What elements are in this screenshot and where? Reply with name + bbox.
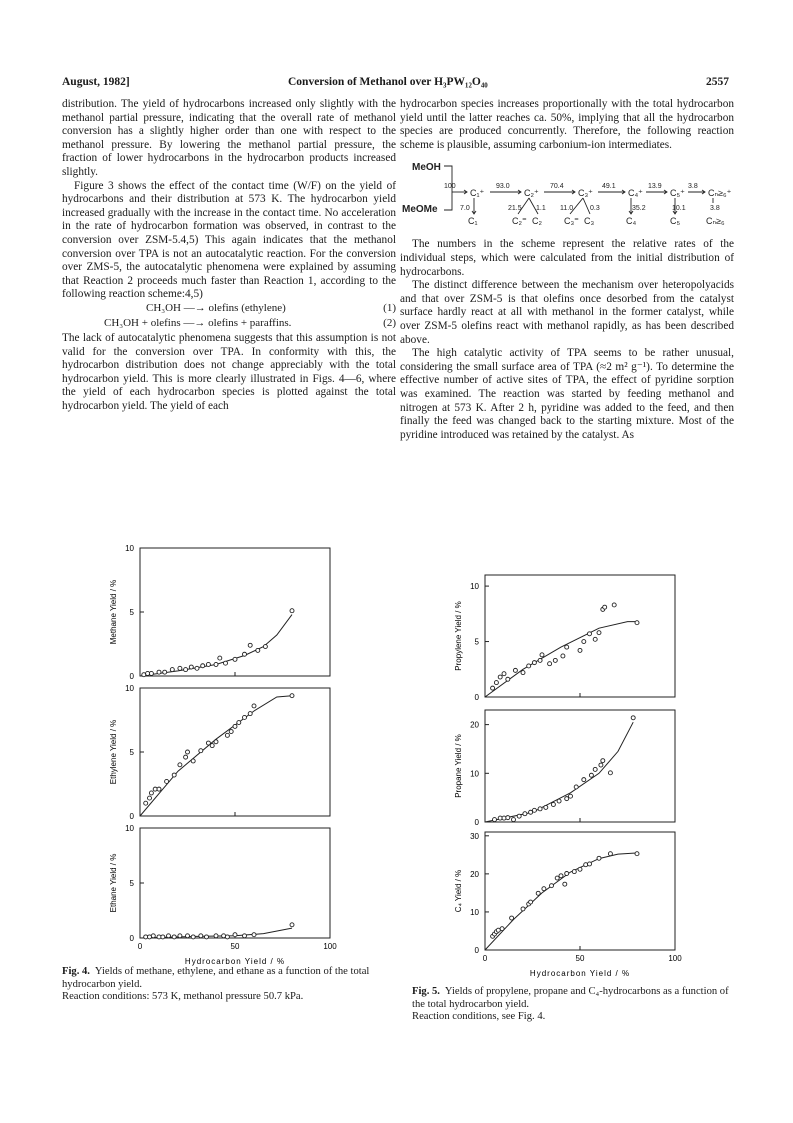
data-point bbox=[500, 927, 504, 931]
y-tick-label: 10 bbox=[125, 544, 134, 553]
data-point bbox=[163, 670, 167, 674]
data-point bbox=[206, 741, 210, 745]
x-tick-label: 0 bbox=[137, 942, 143, 951]
scheme-product: C₃⁼ bbox=[564, 216, 579, 227]
scheme-product: C₅ bbox=[670, 216, 681, 227]
data-point bbox=[167, 934, 171, 938]
data-point bbox=[224, 661, 228, 665]
data-point bbox=[498, 675, 502, 679]
scheme-c5p: C₅⁺ bbox=[670, 188, 685, 199]
data-point bbox=[555, 876, 559, 880]
data-point bbox=[149, 671, 153, 675]
data-point bbox=[523, 812, 527, 816]
data-point bbox=[233, 933, 237, 937]
y-tick-label: 20 bbox=[470, 869, 479, 879]
data-point bbox=[582, 640, 586, 644]
paragraph: The distinct difference between the mechanism over heteropolyacids and that over ZSM-5 is that olefins once desorbed from the catalyst surface hardly react at all with methanol in the former catalyst, while over ZSM-5 olefins react with methanol rapidly, as has been described above. bbox=[400, 279, 734, 346]
scheme-product: C₂⁼ bbox=[512, 216, 527, 227]
data-point bbox=[578, 648, 582, 652]
data-point bbox=[491, 686, 495, 690]
data-point bbox=[569, 794, 573, 798]
y-tick-label: 10 bbox=[125, 824, 134, 833]
scheme-product: Cₙ≥₆ bbox=[706, 216, 725, 227]
data-point bbox=[597, 856, 601, 860]
data-point bbox=[252, 704, 256, 708]
equation-text: CH₃OH + olefins —→ olefins + paraffins. bbox=[104, 316, 292, 329]
data-point bbox=[151, 934, 155, 938]
plot-frame bbox=[140, 688, 330, 816]
data-point bbox=[538, 807, 542, 811]
left-column bbox=[62, 98, 396, 413]
scheme-rate: 11.0 bbox=[560, 205, 574, 213]
data-point bbox=[225, 733, 229, 737]
data-point bbox=[256, 648, 260, 652]
data-point bbox=[542, 887, 546, 891]
data-point bbox=[572, 870, 576, 874]
data-point bbox=[593, 637, 597, 641]
data-point bbox=[608, 771, 612, 775]
plot-frame bbox=[140, 828, 330, 938]
scheme-rate: 1.1 bbox=[536, 205, 546, 213]
caption-conditions: Reaction conditions, see Fig. 4. bbox=[412, 1011, 546, 1023]
data-point bbox=[191, 759, 195, 763]
scheme-c4p: C₄⁺ bbox=[628, 188, 643, 199]
data-point bbox=[588, 632, 592, 636]
scheme-rate: 49.1 bbox=[602, 183, 616, 191]
scheme-rate: 13.9 bbox=[648, 183, 662, 191]
data-point bbox=[551, 802, 555, 806]
scheme-rate: 35.2 bbox=[632, 205, 646, 213]
data-point bbox=[510, 916, 514, 920]
figure-5 bbox=[425, 550, 725, 978]
scheme-rate: 7.0 bbox=[460, 205, 470, 213]
data-point bbox=[517, 814, 521, 818]
data-point bbox=[512, 818, 516, 822]
plot-frame bbox=[140, 548, 330, 676]
x-axis-label: Hydrocarbon Yield / % bbox=[184, 957, 286, 966]
data-point bbox=[186, 934, 190, 938]
figure-4 bbox=[80, 538, 380, 966]
data-point bbox=[233, 724, 237, 728]
header-date: August, 1982] bbox=[62, 76, 130, 88]
data-point bbox=[225, 935, 229, 939]
data-point bbox=[248, 712, 252, 716]
fit-curve bbox=[485, 853, 637, 950]
paragraph: The numbers in the scheme represent the relative rates of the individual steps, which were calculated from the initial distribution of hydrocarbons. bbox=[400, 238, 734, 278]
data-point bbox=[578, 867, 582, 871]
x-tick-label: 100 bbox=[323, 942, 337, 951]
data-point bbox=[144, 801, 148, 805]
scheme-rate: 21.5 bbox=[508, 205, 522, 213]
data-point bbox=[493, 818, 497, 822]
figure-5-caption bbox=[412, 986, 732, 1024]
data-point bbox=[532, 808, 536, 812]
data-point bbox=[218, 656, 222, 660]
data-point bbox=[199, 749, 203, 753]
data-point bbox=[582, 778, 586, 782]
x-tick-label: 0 bbox=[482, 954, 488, 963]
data-point bbox=[635, 621, 639, 625]
data-point bbox=[186, 750, 190, 754]
data-point bbox=[210, 744, 214, 748]
data-point bbox=[565, 645, 569, 649]
data-point bbox=[165, 779, 169, 783]
y-tick-label: 0 bbox=[129, 934, 134, 943]
caption-label: Fig. 4. bbox=[62, 966, 90, 977]
data-point bbox=[157, 787, 161, 791]
data-point bbox=[563, 882, 567, 886]
plot-frame bbox=[485, 832, 675, 950]
data-point bbox=[506, 677, 510, 681]
data-point bbox=[544, 805, 548, 809]
y-tick-label: 10 bbox=[470, 907, 479, 917]
y-tick-label: 0 bbox=[129, 672, 134, 681]
data-point bbox=[248, 643, 252, 647]
data-point bbox=[206, 662, 210, 666]
data-point bbox=[529, 810, 533, 814]
data-point bbox=[506, 816, 510, 820]
figure-4-caption bbox=[62, 966, 382, 1004]
y-axis-label: Methane Yield / % bbox=[109, 579, 118, 645]
scheme-rate: 10.1 bbox=[672, 205, 686, 213]
data-point bbox=[214, 934, 218, 938]
data-point bbox=[529, 900, 533, 904]
data-point bbox=[199, 934, 203, 938]
scheme-rate: 100 bbox=[444, 183, 456, 191]
data-point bbox=[574, 785, 578, 789]
data-point bbox=[513, 668, 517, 672]
right-column bbox=[400, 98, 734, 442]
equation-number: (2) bbox=[383, 316, 396, 329]
data-point bbox=[243, 934, 247, 938]
reaction-scheme bbox=[400, 156, 734, 232]
equation-text: CH₃OH —→ olefins (ethylene) bbox=[146, 301, 286, 314]
data-point bbox=[548, 662, 552, 666]
y-tick-label: 5 bbox=[474, 637, 479, 647]
data-point bbox=[601, 759, 605, 763]
data-point bbox=[536, 891, 540, 895]
plot-frame bbox=[485, 710, 675, 822]
y-tick-label: 10 bbox=[470, 582, 479, 592]
paragraph: The lack of autocatalytic phenomena suggests that this assumption is not valid for the conversion over TPA. In conformity with this, the hydrocarbon distribution does not change appreciably with the total hydrocarbon yield. This is more clearly illustrated in Figs. 4—6, where the yield of each hydrocarbon species is plotted against the total hydrocarbon yield. The yield of each bbox=[62, 331, 396, 412]
y-tick-label: 0 bbox=[129, 812, 134, 821]
data-point bbox=[565, 871, 569, 875]
data-point bbox=[148, 796, 152, 800]
data-point bbox=[538, 658, 542, 662]
y-tick-label: 5 bbox=[129, 748, 134, 757]
x-tick-label: 50 bbox=[230, 942, 240, 951]
data-point bbox=[635, 852, 639, 856]
data-point bbox=[603, 605, 607, 609]
scheme-rate: 3.8 bbox=[688, 183, 698, 191]
y-axis-label: Ethane Yield / % bbox=[109, 853, 118, 913]
data-point bbox=[201, 664, 205, 668]
data-point bbox=[205, 935, 209, 939]
scheme-rate: 3.8 bbox=[710, 205, 720, 213]
equation-2 bbox=[62, 317, 396, 332]
scheme-meome: MeOMe bbox=[402, 204, 438, 216]
fit-curve bbox=[485, 622, 637, 697]
data-point bbox=[184, 755, 188, 759]
header-page: 2557 bbox=[706, 76, 729, 88]
data-point bbox=[214, 740, 218, 744]
y-tick-label: 10 bbox=[470, 769, 479, 779]
data-point bbox=[178, 934, 182, 938]
paragraph: The high catalytic activity of TPA seems to be rather unusual, considering the small surface area of TPA (≈2 m² g⁻¹). To determine the effective number of active sites of TPA, the effect of pyridine sorption was examined. The reaction was started by feeding methanol and nitrogen at 573 K. After 2 h, pyridine was added to the feed, and then finally the feed was changed back to the starting mixture. Most of the pyridine introduced was retained by the catalyst. As bbox=[400, 347, 734, 441]
data-point bbox=[237, 721, 241, 725]
data-point bbox=[184, 668, 188, 672]
equation-number: (1) bbox=[383, 301, 396, 314]
paragraph: distribution. The yield of hydrocarbons increased only slightly with the methanol partial pressure, indicating that the overall rate of methanol conversion has a slightly higher order than one with respect to the methanol pressure. By lowering the methanol partial pressure, the fraction of lower hydrocarbons in the hydrocarbon products increased slightly. bbox=[62, 98, 396, 178]
data-point bbox=[527, 664, 531, 668]
y-axis-label: Propylene Yield / % bbox=[454, 601, 463, 671]
data-point bbox=[191, 935, 195, 939]
data-point bbox=[178, 763, 182, 767]
data-point bbox=[584, 863, 588, 867]
data-point bbox=[233, 657, 237, 661]
data-point bbox=[540, 653, 544, 657]
data-point bbox=[550, 884, 554, 888]
data-point bbox=[559, 874, 563, 878]
data-point bbox=[599, 763, 603, 767]
data-point bbox=[589, 773, 593, 777]
data-point bbox=[290, 609, 294, 613]
data-point bbox=[561, 654, 565, 658]
data-point bbox=[229, 730, 233, 734]
y-axis-label: Ethylene Yield / % bbox=[109, 719, 118, 785]
plot-frame bbox=[485, 575, 675, 697]
scheme-product: C₄ bbox=[626, 216, 637, 227]
data-point bbox=[593, 767, 597, 771]
data-point bbox=[149, 791, 153, 795]
x-axis-label: Hydrocarbon Yield / % bbox=[529, 969, 631, 978]
paragraph: hydrocarbon species increases proportionally with the total hydrocarbon yield until the latter reaches ca. 50%, implying that all the hydrocarbon species are produced concurrently. Therefore, the following reaction scheme is plausible, assuming carbonium-ion intermediates. bbox=[400, 98, 734, 151]
scheme-c3p: C₃⁺ bbox=[578, 188, 593, 199]
caption-conditions: Reaction conditions: 573 K, methanol pressure 50.7 kPa. bbox=[62, 991, 304, 1003]
paragraph: Figure 3 shows the effect of the contact time (W/F) on the yield of hydrocarbons and their distribution at 573 K. The hydrocarbon yield increased gradually with the increase in the contact time. No acceleration in the rate of hydrocarbon formation was observed, in contrast to the conversion over ZSM-5.4,5) This again indicates that the methanol conversion over TPA is not an autocatalytic reaction. For the conversion over ZMS-5, the autocatalytic phenomena were explained by assuming that Reaction 2 proceeds much faster than Reaction 1, according to the following reaction scheme:4,5) bbox=[62, 179, 396, 301]
data-point bbox=[553, 658, 557, 662]
data-point bbox=[189, 665, 193, 669]
caption-text: Yields of methane, ethylene, and ethane as a function of the total hydrocarbon yield. bbox=[62, 966, 370, 990]
data-point bbox=[170, 668, 174, 672]
data-point bbox=[502, 672, 506, 676]
data-point bbox=[521, 671, 525, 675]
data-point bbox=[172, 935, 176, 939]
scheme-cnp: Cₙ≥₆⁺ bbox=[708, 188, 732, 199]
header-title: Conversion of Methanol over H₃PW₁₂O₄₀ bbox=[288, 76, 488, 88]
data-point bbox=[557, 799, 561, 803]
y-tick-label: 5 bbox=[129, 879, 134, 888]
scheme-product: C₁ bbox=[468, 216, 478, 227]
caption-text: Yields of propylene, propane and C₄-hydrocarbons as a function of the total hydrocarbon yield. bbox=[412, 986, 729, 1010]
y-tick-label: 0 bbox=[474, 946, 479, 955]
data-point bbox=[161, 935, 165, 939]
scheme-rate: 93.0 bbox=[496, 183, 510, 191]
y-tick-label: 10 bbox=[125, 684, 134, 693]
data-point bbox=[612, 603, 616, 607]
data-point bbox=[565, 797, 569, 801]
x-tick-label: 50 bbox=[575, 954, 585, 963]
scheme-rate: 0.3 bbox=[590, 205, 600, 213]
data-point bbox=[195, 666, 199, 670]
equation-1 bbox=[62, 302, 396, 317]
scheme-product: C₂ bbox=[532, 216, 542, 227]
y-tick-label: 20 bbox=[470, 720, 479, 730]
data-point bbox=[532, 661, 536, 665]
y-tick-label: 5 bbox=[129, 608, 134, 617]
scheme-c2p: C₂⁺ bbox=[524, 188, 539, 199]
data-point bbox=[521, 907, 525, 911]
data-point bbox=[263, 645, 267, 649]
fit-curve bbox=[140, 696, 292, 816]
data-point bbox=[290, 694, 294, 698]
y-axis-label: Propane Yield / % bbox=[454, 734, 463, 798]
data-point bbox=[597, 631, 601, 635]
data-point bbox=[290, 923, 294, 927]
caption-label: Fig. 5. bbox=[412, 986, 440, 997]
y-tick-label: 0 bbox=[474, 693, 479, 702]
data-point bbox=[631, 716, 635, 720]
y-axis-label: C₄ Yield / % bbox=[454, 869, 463, 913]
data-point bbox=[243, 652, 247, 656]
data-point bbox=[214, 662, 218, 666]
data-point bbox=[178, 666, 182, 670]
x-tick-label: 100 bbox=[668, 954, 682, 963]
y-tick-label: 30 bbox=[470, 831, 479, 841]
data-point bbox=[494, 681, 498, 685]
data-point bbox=[157, 670, 161, 674]
data-point bbox=[608, 852, 612, 856]
data-point bbox=[172, 773, 176, 777]
scheme-meoh: MeOH bbox=[412, 162, 441, 174]
scheme-product: C₃ bbox=[584, 216, 595, 227]
data-point bbox=[588, 862, 592, 866]
scheme-c1p: C₁⁺ bbox=[470, 188, 485, 199]
scheme-rate: 70.4 bbox=[550, 183, 564, 191]
data-point bbox=[243, 715, 247, 719]
data-point bbox=[252, 933, 256, 937]
y-tick-label: 0 bbox=[474, 818, 479, 827]
